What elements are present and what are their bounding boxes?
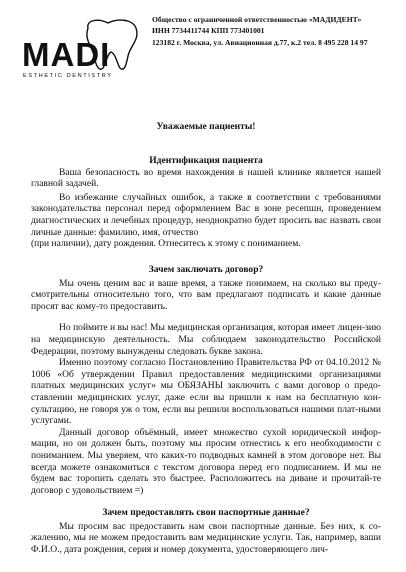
section-contract bbox=[31, 264, 381, 496]
paragraph: Именно поэтому согласно Постановлению Правительства РФ от 04.10.2012 № 1006 «Об утверждении Правил предоставления медицинскими организациями платных медицинских услуг» мы ОБЯЗАНЫ заключить с вами договор о предо-ставлении медицинских услуг, даже если вы пришли к нам на бесплатную кон-сультацию, не говоря уж о том, если вы решили воспользоваться нашими плат-ными услугами. bbox=[31, 357, 381, 427]
logo-subtitle: ESTHETIC DENTISTRY bbox=[23, 73, 113, 79]
paragraph: Мы просим вас предоставить нам свои паспортные данные. Без них, к со-жалению, мы не можем предоставить вам медицинские услуги. Так, например, ваши Ф.И.О., дата рождения, серия и номер документа, удостоверяющего лич- bbox=[31, 520, 381, 555]
company-ids: ИНН 7734411744 КПП 773401001 bbox=[152, 26, 265, 36]
paragraph: Во избежание случайных ошибок, а также в соответствии с требованиями законодательства персонал перед оформлением Вас в зоне ресепшн, проведением диагностических и лечебных процедур, неоднократно будет просить вас назвать свои личные данные: фамилию, имя, отчество bbox=[31, 191, 381, 238]
company-details bbox=[152, 14, 404, 48]
logo-wordmark: MADI bbox=[22, 36, 111, 73]
section-identification bbox=[31, 155, 381, 250]
paragraph: (при наличии), дату рождения. Отнеситесь к этому с пониманием. bbox=[31, 238, 301, 250]
section-heading: Идентификация пациента bbox=[149, 155, 263, 166]
paragraph: Мы очень ценим вас и ваше время, а также понимаем, на сколько вы преду-смотрительны относительно того, что вам предлагают подписать и какие данные просят вас кому-то предоставить. bbox=[31, 277, 381, 312]
paragraph: Но поймите и вы нас! Мы медицинская организация, которая имеет лицен-зию на медицинскую деятельность. Мы соблюдаем законодательство Российской Федерации, поэтому вынуждены следовать букве закона. bbox=[31, 322, 381, 357]
company-address: 123182 г. Москва, ул. Авиационная д.77, к.2 тел. 8 495 228 14 97 bbox=[152, 37, 368, 47]
company-name: Общество с ограниченной ответственностью «МАДИДЕНТ» bbox=[152, 15, 362, 24]
clinic-logo bbox=[20, 18, 138, 84]
section-heading: Зачем заключать договор? bbox=[148, 264, 264, 275]
greeting: Уважаемые пациенты! bbox=[156, 121, 256, 132]
paragraph: Ваша безопасность во время нахождения в нашей клинике является нашей главной задачей. bbox=[31, 166, 381, 190]
section-passport bbox=[31, 507, 381, 555]
paragraph: Данный договор объёмный, имеет множество сухой юридической инфор-мации, но он должен быть, поэтому мы просим отнестись к его необходимости с пониманием. Мы уверяем, что каких-то подводных камней в этом договоре нет. Вы всегда можете ознакомиться с текстом договора перед его подписанием. И мы не будем вас торопить сделать это быстрее. Расположитесь на диване и прочитай-те договор с удовольствием =) bbox=[31, 426, 381, 496]
section-heading: Зачем предоставлять свои паспортные данные? bbox=[102, 507, 310, 518]
greeting-block bbox=[31, 121, 381, 133]
